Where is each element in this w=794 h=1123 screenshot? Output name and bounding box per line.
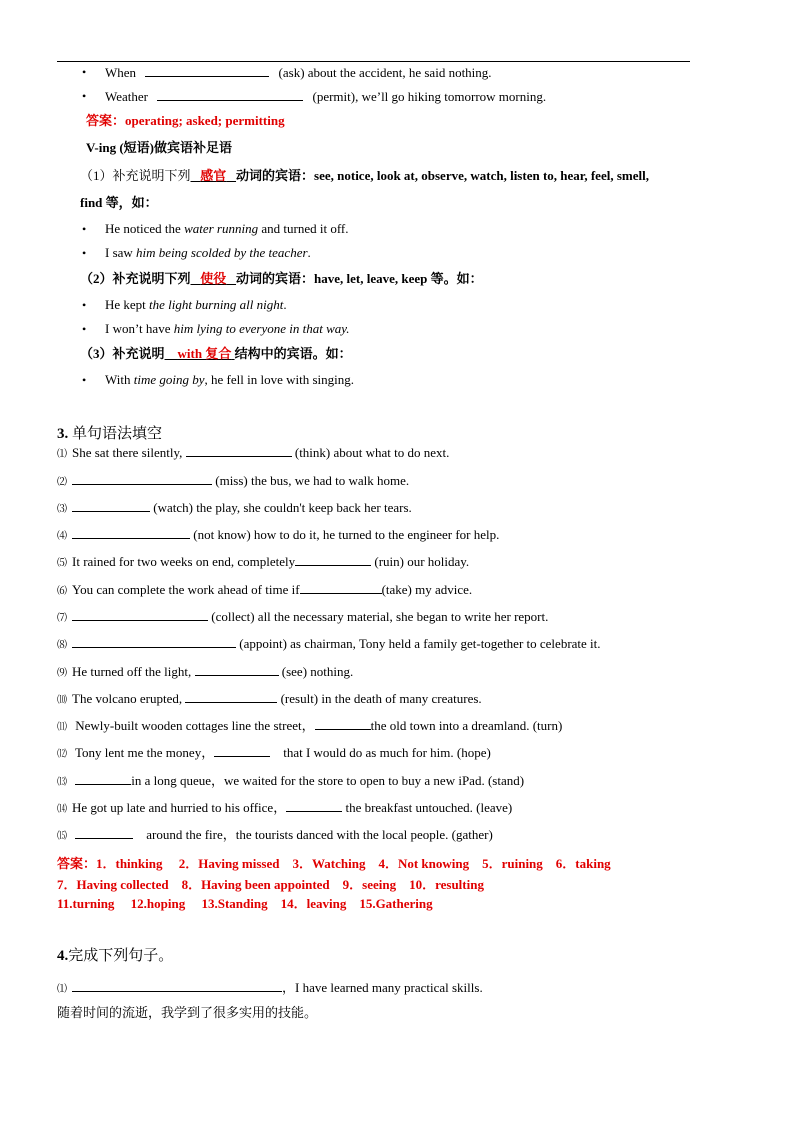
item-number: ⑴ <box>57 449 67 460</box>
example-line: He kept the light burning all night. <box>105 297 287 312</box>
answer-blank[interactable] <box>185 690 277 703</box>
answer-blank[interactable] <box>72 526 190 539</box>
exercise-item <box>57 553 469 572</box>
exercise-item <box>57 663 353 682</box>
answer-line: 7．Having collected 8．Having been appointed 9．seeing 10．resulting <box>57 877 484 892</box>
item-text-after: that I would do as much for him. (hope) <box>270 745 491 760</box>
answer-line: 答案：operating; asked; permitting <box>86 113 285 128</box>
item-text-before: Newly‑built wooden cottages line the street， <box>72 718 315 733</box>
item-text-before: It rained for two weeks on end, completely <box>72 554 296 569</box>
exercise-item <box>57 744 491 763</box>
section-heading: 3. 单句语法填空 <box>57 426 163 442</box>
bullet-dot: • <box>82 222 87 236</box>
answer-blank[interactable] <box>75 826 133 839</box>
item-number: ⒁ <box>57 804 67 815</box>
example-line: I won’t have him lying to everyone in that way. <box>105 321 350 336</box>
bullet-dot: • <box>82 322 87 336</box>
item-text-before: He turned off the light, <box>72 664 195 679</box>
exercise-line: When (ask) about the accident, he said nothing. <box>105 65 492 80</box>
bullet-dot: • <box>82 65 87 79</box>
item-text-after: (result) in the death of many creatures. <box>277 691 482 706</box>
item-number: ⑷ <box>57 531 67 542</box>
exercise-item <box>57 717 562 736</box>
item-number: ⒀ <box>57 777 67 788</box>
item-text-after: around the fire，the tourists danced with the local people. (gather) <box>133 827 493 842</box>
exercise-item <box>57 690 482 709</box>
bullet-dot: • <box>82 89 87 103</box>
exercise-item <box>57 472 409 491</box>
item-number: ⑿ <box>57 749 67 760</box>
translation-line: 随着时间的流逝，我学到了很多实用的技能。 <box>57 1005 318 1020</box>
item-text-after: (miss) the bus, we had to walk home. <box>212 473 410 488</box>
item-text-after: (see) nothing. <box>278 664 354 679</box>
item-text-after: the breakfast untouched. (leave) <box>342 800 513 815</box>
section-heading: 4.完成下列句子。 <box>57 948 174 964</box>
exercise-line: Weather (permit), we’ll go hiking tomorrow morning. <box>105 89 547 104</box>
item-text-before: Tony lent me the money， <box>72 745 215 760</box>
rule-paragraph-1: （1）补充说明下列 感官 动词的宾语：see, notice, look at, observe, watch, listen to, hear, feel, smell, <box>80 168 649 183</box>
item-text-after: in a long queue，we waited for the store to open to buy a new iPad. (stand) <box>131 773 525 788</box>
item-number: ⑺ <box>57 613 67 624</box>
answer-blank[interactable] <box>295 553 371 566</box>
item-text-after: (not know) how to do it, he turned to the engineer for help. <box>190 527 500 542</box>
item-text-after: the old town into a dreamland. (turn) <box>370 718 563 733</box>
exercise-item <box>57 499 412 518</box>
exercise-item <box>57 799 512 818</box>
answer-line: 11.turning 12.hoping 13.Standing 14．leaving 15.Gathering <box>57 896 433 911</box>
item-text-before: You can complete the work ahead of time if <box>72 582 300 597</box>
rule-paragraph-3: （3）补充说明 with 复合 结构中的宾语。如： <box>80 346 352 361</box>
item-number: ⑹ <box>57 586 67 597</box>
item-number: ⑵ <box>57 477 67 488</box>
answer-blank[interactable] <box>186 444 292 457</box>
answer-blank[interactable] <box>75 772 131 785</box>
example-line: I saw him being scolded by the teacher. <box>105 245 311 260</box>
answer-blank[interactable] <box>195 663 279 676</box>
exercise-item <box>57 635 601 654</box>
example-line: He noticed the water running and turned it off. <box>105 221 349 236</box>
answer-blank[interactable] <box>214 744 270 757</box>
rule-paragraph-2: （2）补充说明下列 使役 动词的宾语：have, let, leave, keep 等。如： <box>80 271 483 286</box>
subsection-title: V-ing (短语)做宾语补足语 <box>86 140 233 155</box>
exercise-item <box>57 826 493 845</box>
item-number: ⑸ <box>57 558 67 569</box>
bullet-dot: • <box>82 373 87 387</box>
example-line: With time going by, he fell in love with singing. <box>105 372 354 387</box>
rule-paragraph-1-cont: find 等，如： <box>80 195 158 210</box>
bullet-dot: • <box>82 298 87 312</box>
exercise-item <box>57 772 524 791</box>
exercise-item <box>57 608 548 627</box>
exercise-item <box>57 444 449 463</box>
item-text-before: The volcano erupted, <box>72 691 186 706</box>
exercise-item: ⑴ ，I have learned many practical skills. <box>57 980 483 995</box>
answer-blank[interactable] <box>72 472 212 485</box>
answer-blank[interactable] <box>286 799 342 812</box>
exercise-item <box>57 526 499 545</box>
item-text-after: (watch) the play, she couldn't keep back her tears. <box>150 500 412 515</box>
answer-line: 答案：1．thinking 2．Having missed 3．Watching 4．Not knowing 5．ruining 6．taking <box>57 856 611 871</box>
header-rule <box>57 61 690 62</box>
answer-blank[interactable] <box>72 635 236 648</box>
item-number: ⑼ <box>57 668 67 679</box>
item-number: ⑶ <box>57 504 67 515</box>
bullet-dot: • <box>82 246 87 260</box>
answer-blank[interactable] <box>72 608 208 621</box>
item-number: ⑻ <box>57 640 67 651</box>
item-number: ⑽ <box>57 695 67 706</box>
answer-blank[interactable] <box>72 499 150 512</box>
item-text-after: (take) my advice. <box>381 582 473 597</box>
exercise-item <box>57 581 472 600</box>
answer-blank[interactable] <box>300 581 382 594</box>
item-text-after: (collect) all the necessary material, she began to write her report. <box>208 609 549 624</box>
answer-blank[interactable] <box>315 717 371 730</box>
item-text-before: She sat there silently, <box>72 445 186 460</box>
item-text-after: (ruin) our holiday. <box>371 554 470 569</box>
item-text-after: (think) about what to do next. <box>291 445 450 460</box>
item-number: ⒂ <box>57 831 67 842</box>
item-text-after: (appoint) as chairman, Tony held a family get‑together to celebrate it. <box>236 636 601 651</box>
item-number: ⑾ <box>57 722 67 733</box>
item-text-before: He got up late and hurried to his office， <box>72 800 287 815</box>
